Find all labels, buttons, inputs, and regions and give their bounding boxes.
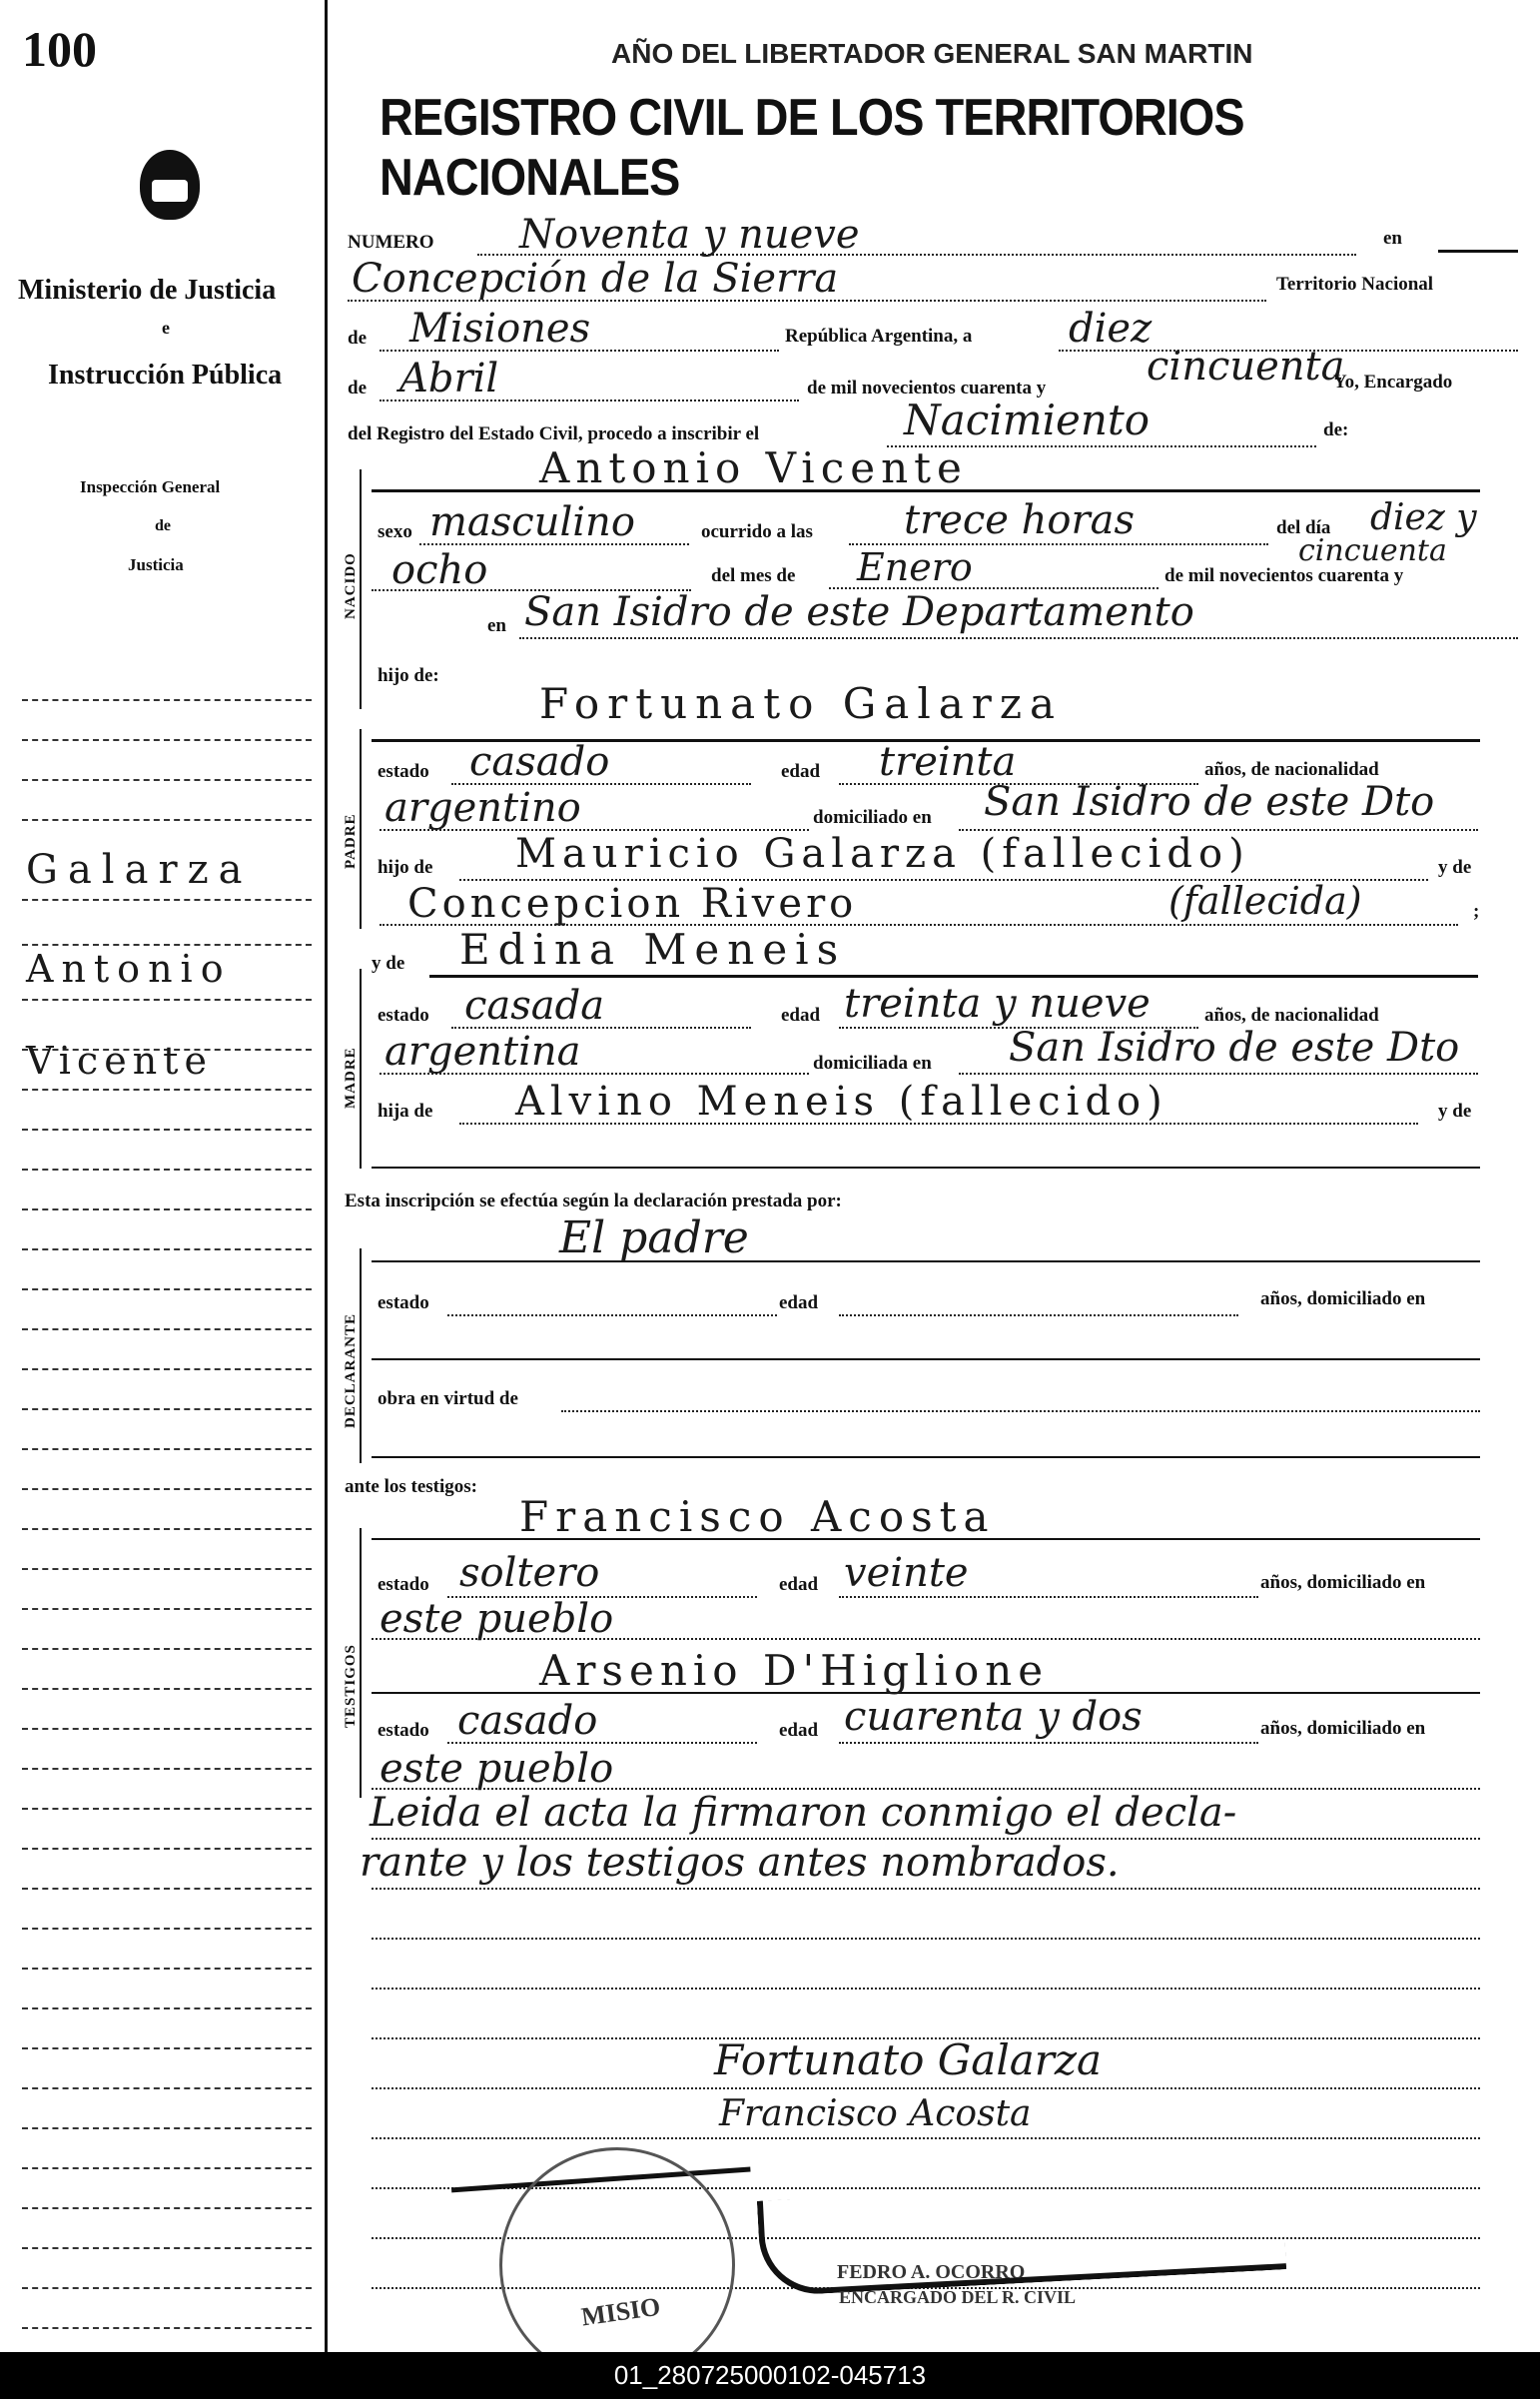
label-t2-edad: edad — [779, 1720, 819, 1741]
stamp-name: FEDRO A. OCORRO — [837, 2261, 1026, 2283]
label-madre-domicilio: domiciliada en — [813, 1053, 932, 1074]
entry-madre-nombre: Edina Meneis — [459, 925, 847, 974]
ministry-line3: Instrucción Pública — [48, 360, 283, 391]
entry-t2-edad: cuarenta y dos — [844, 1694, 1143, 1740]
seal-text: MISIO — [579, 2291, 663, 2332]
page-number: 100 — [22, 21, 97, 77]
ministry-sub1: Inspección General — [80, 477, 221, 496]
label-de: de — [348, 328, 367, 349]
left-margin-border — [325, 0, 328, 2352]
label-del-dia: del día — [1276, 517, 1331, 538]
ministry-line2: e — [162, 318, 170, 338]
entry-abuelo-paterno: Mauricio Galarza (fallecido) — [515, 831, 1250, 877]
entry-cierre1: Leida el acta la firmaron conmigo el decla- — [370, 1790, 1237, 1836]
margin-surname: Galarza — [26, 847, 253, 893]
entry-padre-domicilio: San Isidro de este Dto — [984, 779, 1435, 825]
page-title: REGISTRO CIVIL DE LOS TERRITORIOS NACIONALES — [380, 89, 1244, 207]
header-year-text: AÑO DEL LIBERTADOR GENERAL SAN MARTIN — [611, 38, 1253, 69]
label-decl-edad: edad — [779, 1292, 819, 1313]
label-madre-y-de: y de — [372, 953, 405, 974]
entry-t2-dom: este pueblo — [380, 1746, 614, 1792]
entry-territorio: Misiones — [409, 306, 591, 352]
entry-mes: Abril — [399, 356, 499, 401]
label-ocurrido: ocurrido a las — [701, 521, 813, 542]
stamp-title: ENCARGADO DEL R. CIVIL — [839, 2287, 1077, 2307]
entry-numero: Noventa y nueve — [519, 212, 860, 258]
entry-hora: trece horas — [904, 497, 1135, 543]
entry-anio: cincuenta — [1147, 344, 1345, 390]
label-obra: obra en virtud de — [378, 1388, 518, 1409]
margin-firstname: Antonio — [26, 947, 232, 991]
label-decl-estado: estado — [378, 1292, 429, 1313]
entry-madre-domicilio: San Isidro de este Dto — [1009, 1025, 1460, 1071]
entry-testigo1: Francisco Acosta — [519, 1492, 996, 1541]
entry-padre-edad: treinta — [879, 739, 1017, 785]
signature-testigo1: Francisco Acosta — [719, 2093, 1032, 2134]
label-esta-inscripcion: Esta inscripción se efectúa según la declaración prestada por: — [345, 1191, 842, 1211]
entry-sexo: masculino — [429, 499, 635, 545]
label-madre-edad: edad — [781, 1005, 821, 1026]
entry-t1-estado: soltero — [459, 1550, 600, 1596]
label-madre-y-de2: y de — [1438, 1101, 1472, 1122]
label-del-mes: del mes de — [711, 565, 796, 586]
label-en-lugar: en — [487, 615, 506, 636]
entry-madre-estado: casada — [464, 983, 605, 1029]
ministry-sub3: Justicia — [128, 555, 184, 574]
label-t1-anios: años, domiciliado en — [1260, 1572, 1426, 1593]
entry-abuela-paterna: Concepcion Rivero — [407, 881, 858, 927]
label-de-colon: de: — [1323, 419, 1349, 440]
entry-lugar: Concepción de la Sierra — [352, 256, 839, 302]
entry-madre-edad: treinta y nueve — [844, 981, 1151, 1027]
side-label-testigos: TESTIGOS — [343, 1644, 359, 1728]
label-yo-encargado: Yo, Encargado — [1333, 372, 1453, 393]
entry-cierre2: rante y los testigos antes nombrados. — [360, 1840, 1120, 1886]
entry-nombre: Antonio Vicente — [539, 443, 968, 492]
emblem-detail — [152, 180, 188, 202]
entry-madre-nac: argentina — [385, 1029, 581, 1075]
entry-padre-nac: argentino — [385, 785, 581, 831]
entry-t2-estado: casado — [457, 1698, 598, 1744]
label-en: en — [1383, 228, 1402, 249]
entry-padre-nombre: Fortunato Galarza — [539, 679, 1064, 728]
side-label-declarante: DECLARANTE — [343, 1312, 359, 1428]
entry-declarante: El padre — [559, 1212, 749, 1263]
label-de-mil-nove: de mil novecientos cuarenta y — [1164, 565, 1404, 586]
entry-mes-nac: Enero — [857, 545, 973, 589]
label-madre-anios: años, de nacionalidad — [1204, 1005, 1379, 1026]
entry-dia-nac2: ocho — [391, 547, 488, 593]
label-padre-domicilio: domiciliado en — [813, 807, 932, 828]
official-seal — [499, 2147, 735, 2383]
label-decl-anios: años, domiciliado en — [1260, 1288, 1426, 1309]
label-madre-estado: estado — [378, 1005, 429, 1026]
entry-padre-estado: casado — [469, 739, 610, 785]
label-t1-estado: estado — [378, 1574, 429, 1595]
label-del-registro: del Registro del Estado Civil, procedo a inscribir el — [348, 423, 760, 444]
entry-t1-edad: veinte — [844, 1550, 969, 1596]
label-padre-estado: estado — [378, 761, 429, 782]
footer-id: 01_280725000102-045713 — [0, 2352, 1540, 2399]
ministry-sub2: de — [155, 517, 171, 534]
label-territorio: Territorio Nacional — [1276, 274, 1434, 295]
entry-abuela-paterna-nota: (fallecida) — [1168, 879, 1362, 923]
side-label-madre: MADRE — [343, 1047, 359, 1109]
label-ante-testigos: ante los testigos: — [345, 1476, 477, 1497]
side-label-nacido: NACIDO — [343, 552, 359, 619]
label-semicolon: ; — [1473, 901, 1480, 922]
entry-acto: Nacimiento — [904, 396, 1151, 444]
entry-abuelo-materno: Alvino Meneis (fallecido) — [515, 1079, 1168, 1125]
margin-middlename: Vicente — [26, 1039, 213, 1083]
label-de2: de — [348, 378, 367, 399]
entry-t1-dom: este pueblo — [380, 1596, 614, 1642]
label-t1-edad: edad — [779, 1574, 819, 1595]
ministry-line1: Ministerio de Justicia — [18, 275, 277, 306]
label-padre-edad: edad — [781, 761, 821, 782]
label-madre-hija: hija de — [378, 1101, 433, 1122]
entry-lugar-nac: San Isidro de este Departamento — [524, 589, 1194, 635]
label-t2-estado: estado — [378, 1720, 429, 1741]
label-numero: NUMERO — [348, 232, 434, 253]
entry-dia-nac: diez y — [1370, 497, 1477, 538]
label-hijo-de: hijo de: — [378, 665, 439, 686]
side-label-padre: PADRE — [343, 813, 359, 869]
entry-dia: diez — [1069, 306, 1153, 352]
label-t2-anios: años, domiciliado en — [1260, 1718, 1426, 1739]
label-padre-anios: años, de nacionalidad — [1204, 759, 1379, 780]
label-republica: República Argentina, a — [785, 326, 973, 347]
label-sexo: sexo — [378, 521, 412, 542]
label-mil-nove-cuarenta: de mil novecientos cuarenta y — [807, 378, 1047, 399]
entry-testigo2: Arsenio D'Higlione — [539, 1646, 1050, 1695]
label-padre-y-de: y de — [1438, 857, 1472, 878]
entry-anio-nac: cincuenta — [1298, 533, 1447, 568]
label-padre-hijo: hijo de — [378, 857, 433, 878]
signature-padre: Fortunato Galarza — [714, 2035, 1103, 2084]
